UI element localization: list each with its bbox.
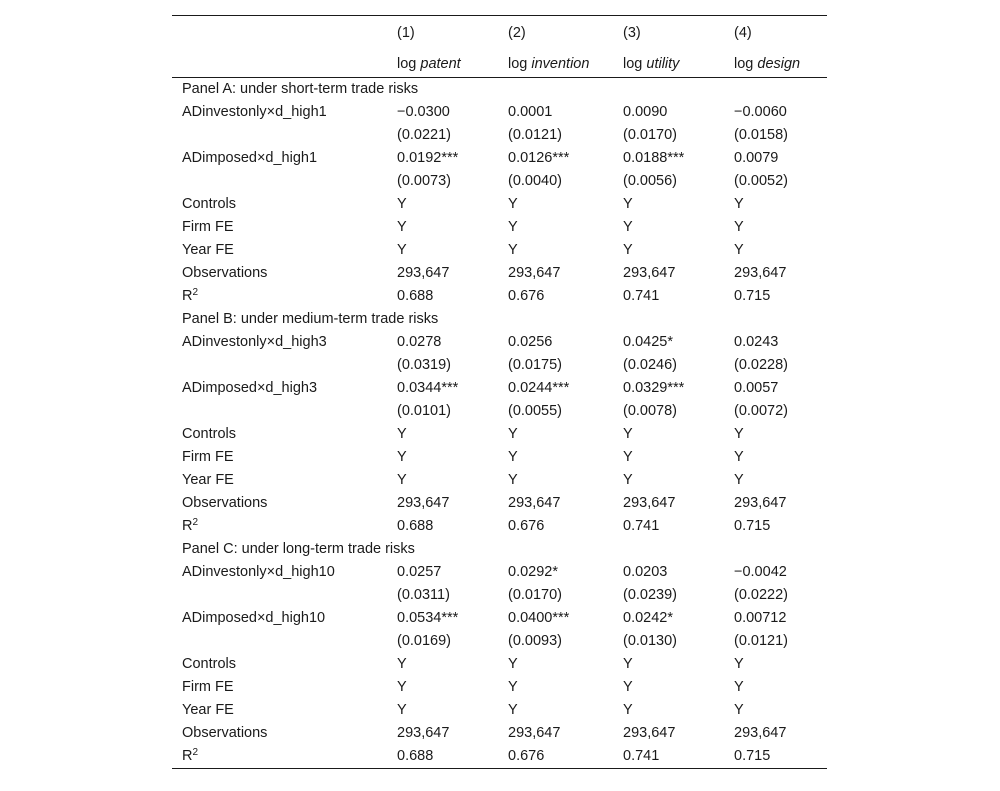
table-cell: 0.0425* xyxy=(623,334,673,350)
table-cell: (0.0319) xyxy=(397,357,452,373)
table-cell: Y xyxy=(397,426,407,442)
table-cell: Y xyxy=(397,472,407,488)
table-cell: 0.0057 xyxy=(734,380,779,396)
table-cell: Y xyxy=(734,679,744,695)
table-cell: 0.0534*** xyxy=(397,610,459,626)
table-row xyxy=(172,101,827,124)
table-cell: Y xyxy=(508,242,518,258)
table-cell: Y xyxy=(397,656,407,672)
table-cell: 0.0192*** xyxy=(397,150,459,166)
table-cell: (0.0239) xyxy=(623,587,678,603)
table-cell: Y xyxy=(508,426,518,442)
table-cell: 0.0203 xyxy=(623,564,668,580)
table-cell: Y xyxy=(397,219,407,235)
panel-title: Panel C: under long-term trade risks xyxy=(182,541,415,557)
row-label: Year FE xyxy=(182,242,234,258)
panel-title-row xyxy=(172,538,827,561)
table-cell: 0.688 xyxy=(397,518,434,534)
table-cell: 0.0079 xyxy=(734,150,779,166)
table-cell: Y xyxy=(623,449,633,465)
table-cell: 293,647 xyxy=(508,725,561,741)
table-cell: 293,647 xyxy=(508,495,561,511)
table-cell: Y xyxy=(508,656,518,672)
table-cell: 293,647 xyxy=(734,265,787,281)
table-cell: Y xyxy=(508,679,518,695)
table-cell: 0.741 xyxy=(623,288,660,304)
table-cell: Y xyxy=(623,242,633,258)
table-row xyxy=(172,124,827,147)
table-cell: (0.0072) xyxy=(734,403,789,419)
table-cell: 0.688 xyxy=(397,748,434,764)
table-cell: (0.0169) xyxy=(397,633,452,649)
table-cell: 0.0188*** xyxy=(623,150,685,166)
table-row xyxy=(172,193,827,216)
table-cell: 0.715 xyxy=(734,748,771,764)
table-row xyxy=(172,561,827,584)
table-cell: Y xyxy=(734,196,744,212)
table-cell: Y xyxy=(734,242,744,258)
table-cell: 0.0242* xyxy=(623,610,673,626)
table-cell: Y xyxy=(397,679,407,695)
row-label: ADinvestonly×d_high3 xyxy=(182,334,327,350)
table-cell: Y xyxy=(623,196,633,212)
r-squared-label: $R^2$ xyxy=(182,287,199,304)
table-cell: −0.0300 xyxy=(397,104,450,120)
row-label: ADimposed×d_high3 xyxy=(182,380,318,396)
table-cell: 0.741 xyxy=(623,748,660,764)
table-bottom-rule xyxy=(172,768,827,769)
table-cell: Y xyxy=(623,426,633,442)
table-cell: (0.0052) xyxy=(734,173,789,189)
table-cell: Y xyxy=(734,219,744,235)
table-cell: Y xyxy=(734,656,744,672)
col-var-1: log patent xyxy=(397,56,461,72)
table-cell: (0.0121) xyxy=(734,633,789,649)
table-row xyxy=(172,584,827,607)
table-cell: Y xyxy=(397,702,407,718)
table-cell: Y xyxy=(397,449,407,465)
table-cell: −0.0060 xyxy=(734,104,787,120)
regression-table xyxy=(172,15,827,769)
col-var-2: log invention xyxy=(508,56,590,72)
table-cell: (0.0228) xyxy=(734,357,789,373)
table-cell: 293,647 xyxy=(397,495,450,511)
row-label: Observations xyxy=(182,495,268,511)
col-number-4: (4) xyxy=(734,25,752,41)
table-cell: 0.0278 xyxy=(397,334,442,350)
row-label: ADinvestonly×d_high1 xyxy=(182,104,327,120)
table-cell: 293,647 xyxy=(623,495,676,511)
row-label: Controls xyxy=(182,656,236,672)
table-cell: 0.715 xyxy=(734,518,771,534)
table-cell: 0.0256 xyxy=(508,334,553,350)
table-cell: (0.0130) xyxy=(623,633,678,649)
table-cell: (0.0093) xyxy=(508,633,563,649)
table-cell: Y xyxy=(508,219,518,235)
table-row xyxy=(172,170,827,193)
table-cell: Y xyxy=(734,702,744,718)
table-cell: Y xyxy=(397,242,407,258)
row-label: Year FE xyxy=(182,472,234,488)
table-cell: 0.0090 xyxy=(623,104,668,120)
table-cell: (0.0158) xyxy=(734,127,789,143)
row-label: Controls xyxy=(182,426,236,442)
col-number-2: (2) xyxy=(508,25,526,41)
table-cell: (0.0056) xyxy=(623,173,678,189)
table-row xyxy=(172,423,827,446)
header-row-variables xyxy=(172,47,827,77)
table-row xyxy=(172,216,827,239)
table-row xyxy=(172,699,827,722)
r-squared-row xyxy=(172,285,827,308)
table-row xyxy=(172,262,827,285)
row-label: Observations xyxy=(182,725,268,741)
table-row xyxy=(172,400,827,423)
row-label: Observations xyxy=(182,265,268,281)
table-row xyxy=(172,607,827,630)
table-cell: 0.00712 xyxy=(734,610,787,626)
table-cell: 0.0292* xyxy=(508,564,558,580)
table-body xyxy=(172,78,827,768)
table-row xyxy=(172,331,827,354)
row-label: Firm FE xyxy=(182,219,234,235)
table-cell: 0.741 xyxy=(623,518,660,534)
table-cell: Y xyxy=(508,196,518,212)
table-row xyxy=(172,446,827,469)
table-cell: 293,647 xyxy=(397,725,450,741)
table-row xyxy=(172,630,827,653)
r-squared-row xyxy=(172,745,827,768)
table-cell: Y xyxy=(623,656,633,672)
table-cell: Y xyxy=(623,472,633,488)
table-row xyxy=(172,722,827,745)
table-cell: 0.0400*** xyxy=(508,610,570,626)
table-cell: 0.0243 xyxy=(734,334,779,350)
row-label: Firm FE xyxy=(182,679,234,695)
table-cell: Y xyxy=(623,679,633,695)
table-cell: 0.688 xyxy=(397,288,434,304)
table-cell: (0.0311) xyxy=(397,587,450,603)
table-cell: 0.715 xyxy=(734,288,771,304)
panel-title: Panel A: under short-term trade risks xyxy=(182,81,419,97)
table-row xyxy=(172,147,827,170)
table-cell: 0.676 xyxy=(508,748,545,764)
table-row xyxy=(172,354,827,377)
table-cell: (0.0170) xyxy=(623,127,678,143)
table-cell: (0.0221) xyxy=(397,127,452,143)
table-cell: (0.0101) xyxy=(397,403,452,419)
header-row-numbers xyxy=(172,16,827,47)
col-number-3: (3) xyxy=(623,25,641,41)
table-row xyxy=(172,239,827,262)
table-cell: (0.0055) xyxy=(508,403,563,419)
table-cell: 0.0329*** xyxy=(623,380,685,396)
table-cell: (0.0121) xyxy=(508,127,563,143)
table-cell: Y xyxy=(734,472,744,488)
table-cell: 0.0126*** xyxy=(508,150,570,166)
row-label: ADinvestonly×d_high10 xyxy=(182,564,335,580)
table-cell: 293,647 xyxy=(397,265,450,281)
table-cell: Y xyxy=(397,196,407,212)
table-cell: 293,647 xyxy=(623,265,676,281)
row-label: ADimposed×d_high1 xyxy=(182,150,318,166)
table-cell: Y xyxy=(623,702,633,718)
table-cell: 293,647 xyxy=(734,725,787,741)
table-cell: −0.0042 xyxy=(734,564,787,580)
table-cell: Y xyxy=(734,426,744,442)
panel-title-row xyxy=(172,78,827,101)
table-row xyxy=(172,653,827,676)
table-cell: 293,647 xyxy=(508,265,561,281)
table-row xyxy=(172,676,827,699)
col-var-3: log utility xyxy=(623,56,680,72)
row-label: ADimposed×d_high10 xyxy=(182,610,326,626)
row-label: Firm FE xyxy=(182,449,234,465)
row-label: Controls xyxy=(182,196,236,212)
table-cell: (0.0175) xyxy=(508,357,563,373)
table-cell: 0.676 xyxy=(508,288,545,304)
r-squared-label: $R^2$ xyxy=(182,747,199,764)
table-cell: 293,647 xyxy=(623,725,676,741)
panel-title-row xyxy=(172,308,827,331)
table-cell: Y xyxy=(508,449,518,465)
table-cell: 0.0344*** xyxy=(397,380,459,396)
table-cell: (0.0040) xyxy=(508,173,563,189)
r-squared-row xyxy=(172,515,827,538)
table-cell: (0.0078) xyxy=(623,403,678,419)
table-cell: 0.0001 xyxy=(508,104,553,120)
table-cell: (0.0073) xyxy=(397,173,452,189)
table-cell: (0.0246) xyxy=(623,357,678,373)
table-row xyxy=(172,492,827,515)
table-row xyxy=(172,469,827,492)
table-cell: Y xyxy=(508,702,518,718)
table-cell: 0.0257 xyxy=(397,564,442,580)
table-cell: 0.676 xyxy=(508,518,545,534)
r-squared-label: $R^2$ xyxy=(182,517,199,534)
table-cell: Y xyxy=(623,219,633,235)
table-cell: Y xyxy=(508,472,518,488)
table-row xyxy=(172,377,827,400)
col-number-1: (1) xyxy=(397,25,415,41)
col-var-4: log design xyxy=(734,56,801,72)
table-cell: 293,647 xyxy=(734,495,787,511)
row-label: Year FE xyxy=(182,702,234,718)
table-cell: 0.0244*** xyxy=(508,380,570,396)
table-cell: (0.0222) xyxy=(734,587,789,603)
table-cell: Y xyxy=(734,449,744,465)
table-cell: (0.0170) xyxy=(508,587,563,603)
panel-title: Panel B: under medium-term trade risks xyxy=(182,311,439,327)
